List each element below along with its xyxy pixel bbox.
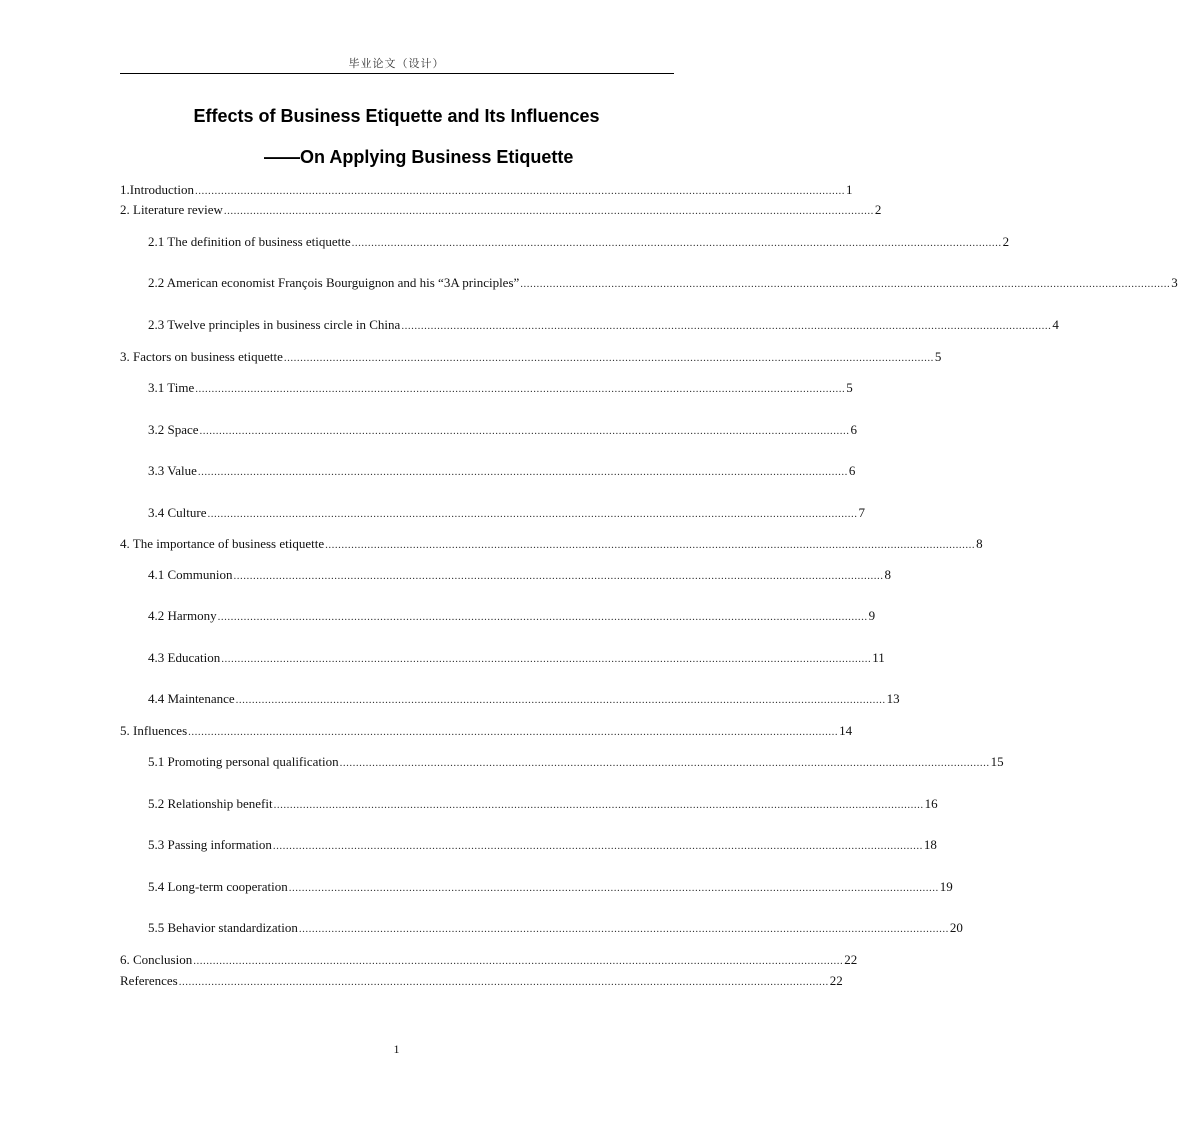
toc-entry[interactable] (120, 181, 853, 199)
toc-entry-label: References (120, 973, 178, 988)
toc-entry-label: 5.5 Behavior standardization (148, 920, 298, 935)
toc-leader-dots: ........................................................................................................................................................................................................ (298, 923, 949, 935)
toc-entry[interactable] (148, 753, 1004, 771)
toc-entry-page: 4 (1052, 317, 1059, 332)
toc-entry[interactable] (148, 233, 1010, 251)
toc-leader-dots: ........................................................................................................................................................................................................ (195, 383, 846, 395)
header-rule (120, 73, 674, 74)
toc-entry-page: 22 (844, 952, 858, 967)
toc-leader-dots: ........................................................................................................................................................................................................ (195, 185, 846, 197)
toc-entry-label: 2.1 The definition of business etiquette (148, 234, 351, 249)
toc-entry-label: 5.4 Long-term cooperation (148, 879, 288, 894)
toc-entry-label: 5.1 Promoting personal qualification (148, 754, 339, 769)
page-header: 毕业论文（设计） (348, 57, 445, 70)
toc-leader-dots: ........................................................................................................................................................................................................ (207, 508, 858, 520)
toc-entry-page: 15 (990, 754, 1004, 769)
toc-entry[interactable] (148, 690, 900, 708)
toc-leader-dots: ........................................................................................................................................................................................................ (233, 570, 884, 582)
toc-entry[interactable] (148, 316, 1059, 334)
toc-entry-page: 9 (868, 608, 876, 623)
toc-entry-label: 5.2 Relationship benefit (148, 796, 273, 811)
toc-leader-dots: ........................................................................................................................................................................................................ (273, 799, 924, 811)
toc-leader-dots: ........................................................................................................................................................................................................ (193, 955, 844, 967)
toc-entry-page: 7 (858, 505, 865, 520)
toc-entry-page: 8 (884, 567, 892, 582)
toc-entry-page: 14 (839, 723, 853, 738)
toc-entry-page: 5 (846, 380, 853, 395)
toc-leader-dots: ........................................................................................................................................................................................................ (178, 976, 829, 988)
toc-entry[interactable] (120, 348, 942, 366)
toc-leader-dots: ........................................................................................................................................................................................................ (199, 425, 850, 437)
toc-leader-dots: ........................................................................................................................................................................................................ (221, 653, 872, 665)
toc-entry[interactable] (148, 274, 1178, 292)
toc-entry[interactable] (148, 836, 937, 854)
toc-leader-dots: ........................................................................................................................................................................................................ (288, 882, 939, 894)
toc-entry[interactable] (120, 972, 843, 990)
toc-entry-label: 4.3 Education (148, 650, 221, 665)
toc-entry[interactable] (120, 951, 858, 969)
toc-entry-label: 3.2 Space (148, 422, 199, 437)
toc-entry[interactable] (148, 421, 858, 439)
page-number: 1 (393, 1042, 400, 1056)
toc-leader-dots: ........................................................................................................................................................................................................ (272, 840, 923, 852)
toc-entry-page: 16 (924, 796, 938, 811)
toc-entry-label: 2.2 American economist François Bourguignon and his “3A principles” (148, 275, 520, 290)
toc-entry-label: 2. Literature review (120, 202, 223, 217)
toc-entry-label: 4.4 Maintenance (148, 691, 235, 706)
toc-entry-page: 5 (934, 349, 942, 364)
toc-leader-dots: ........................................................................................................................................................................................................ (520, 278, 1171, 290)
document-title: Effects of Business Etiquette and Its Influences (193, 106, 600, 126)
toc-entry[interactable] (148, 379, 853, 397)
toc-leader-dots: ........................................................................................................................................................................................................ (325, 539, 976, 551)
toc-entry-page: 3 (1171, 275, 1178, 290)
toc-entry-page: 13 (886, 691, 900, 706)
toc-entry-page: 22 (829, 973, 843, 988)
toc-entry-page: 2 (1002, 234, 1010, 249)
toc-entry-page: 8 (976, 536, 983, 551)
toc-leader-dots: ........................................................................................................................................................................................................ (217, 611, 868, 623)
toc-entry[interactable] (120, 535, 983, 553)
toc-entry-label: 1.Introduction (120, 182, 195, 197)
toc-leader-dots: ........................................................................................................................................................................................................ (223, 205, 874, 217)
toc-leader-dots: ........................................................................................................................................................................................................ (235, 694, 886, 706)
document-subtitle: ——On Applying Business Etiquette (264, 147, 574, 167)
toc-entry-page: 6 (850, 422, 858, 437)
toc-entry-label: 3. Factors on business etiquette (120, 349, 283, 364)
toc-entry-page: 11 (872, 650, 885, 665)
toc-entry[interactable] (120, 722, 853, 740)
toc-entry[interactable] (148, 795, 938, 813)
toc-entry-label: 4. The importance of business etiquette (120, 536, 325, 551)
toc-entry-label: 3.1 Time (148, 380, 195, 395)
toc-entry-page: 6 (848, 463, 856, 478)
toc-entry-page: 20 (949, 920, 963, 935)
toc-entry-label: 4.1 Communion (148, 567, 233, 582)
toc-leader-dots: ........................................................................................................................................................................................................ (351, 237, 1002, 249)
toc-entry[interactable] (148, 878, 953, 896)
toc-entry[interactable] (148, 919, 963, 937)
toc-entry-label: 3.3 Value (148, 463, 197, 478)
toc-entry[interactable] (148, 462, 856, 480)
toc-entry-label: 4.2 Harmony (148, 608, 217, 623)
toc-leader-dots: ........................................................................................................................................................................................................ (401, 320, 1052, 332)
toc-entry[interactable] (148, 649, 885, 667)
toc-leader-dots: ........................................................................................................................................................................................................ (339, 757, 990, 769)
toc-entry-page: 19 (939, 879, 953, 894)
toc-leader-dots: ........................................................................................................................................................................................................ (283, 352, 934, 364)
toc-leader-dots: ........................................................................................................................................................................................................ (188, 726, 839, 738)
toc-entry-page: 2 (874, 202, 882, 217)
toc-entry[interactable] (120, 201, 882, 219)
toc-entry-page: 1 (846, 182, 853, 197)
toc-entry[interactable] (148, 504, 865, 522)
toc-entry-label: 3.4 Culture (148, 505, 207, 520)
toc-entry-page: 18 (923, 837, 937, 852)
toc-entry-label: 5. Influences (120, 723, 188, 738)
toc-entry-label: 2.3 Twelve principles in business circle in China (148, 317, 401, 332)
toc-entry-label: 5.3 Passing information (148, 837, 272, 852)
toc-leader-dots: ........................................................................................................................................................................................................ (197, 466, 848, 478)
toc-entry[interactable] (148, 566, 892, 584)
toc-entry[interactable] (148, 607, 876, 625)
toc-entry-label: 6. Conclusion (120, 952, 193, 967)
